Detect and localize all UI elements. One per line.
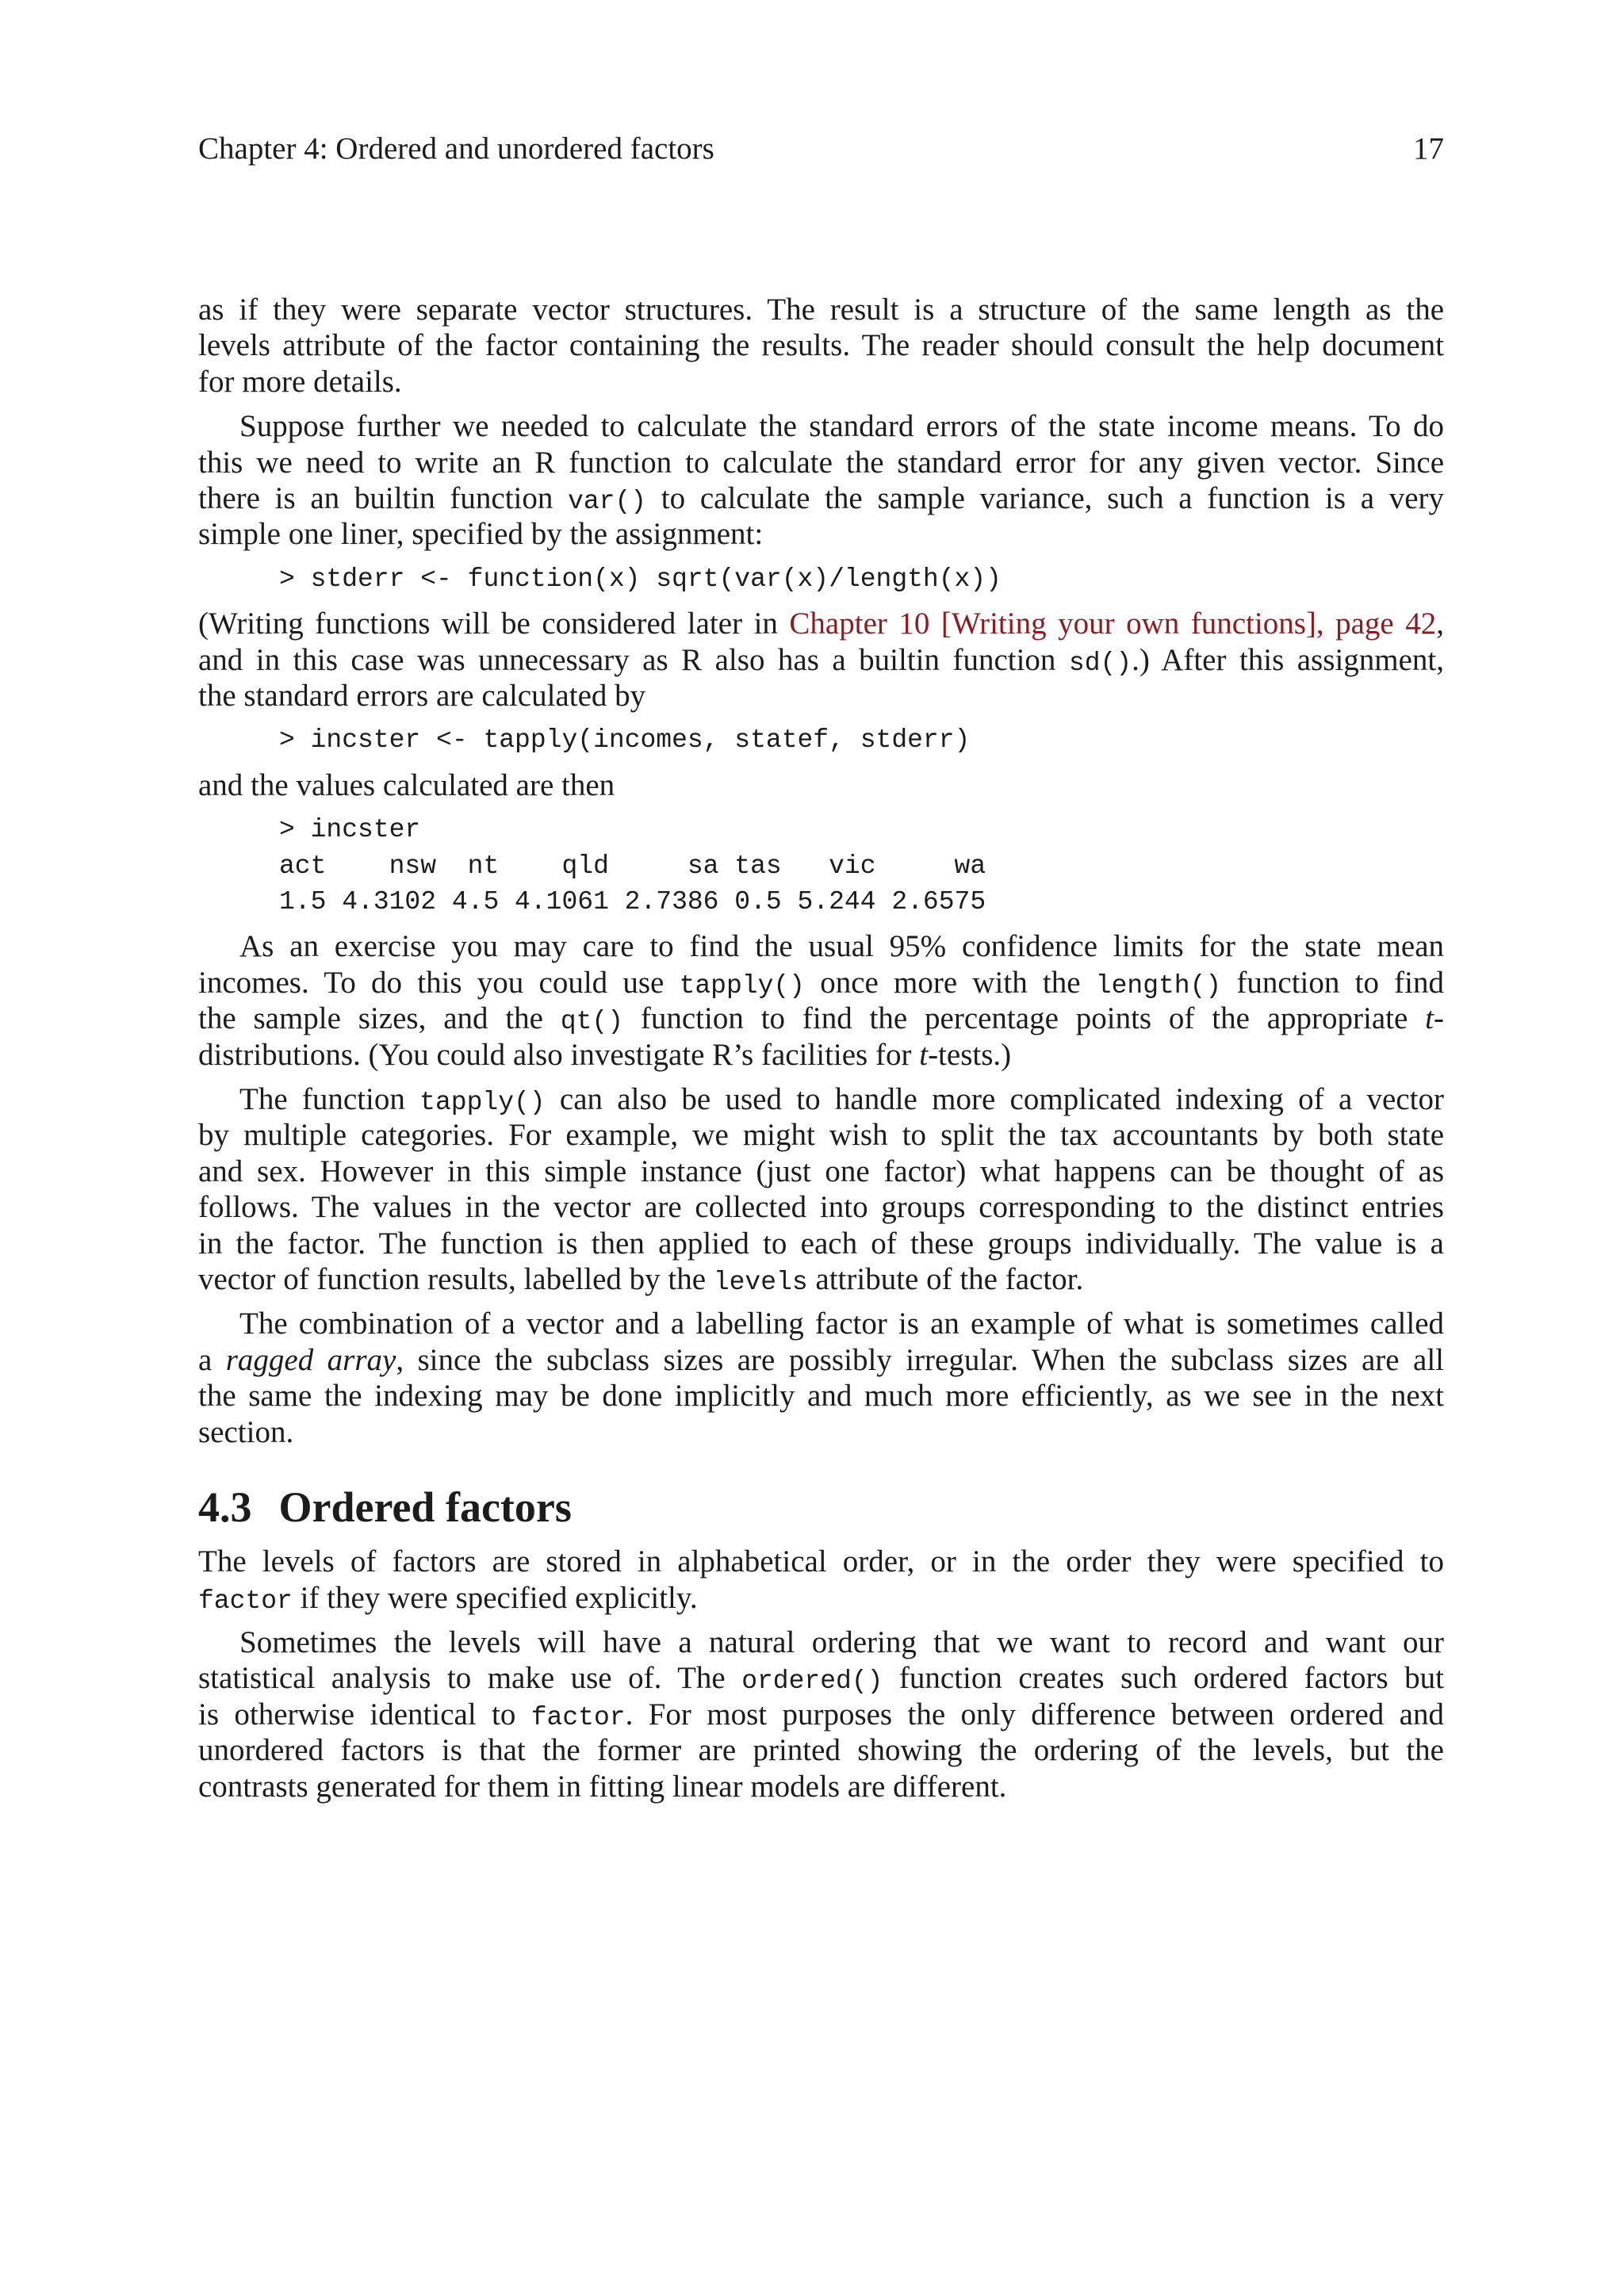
text-run: (Writing functions will be considered later in: [198, 607, 790, 641]
text-line: [198, 1154, 1444, 1189]
inline-code: qt(): [560, 1007, 624, 1037]
text-line: [198, 364, 1444, 400]
inline-code: var(): [568, 487, 647, 517]
paragraph: [198, 1544, 1444, 1616]
text-run: incomes. To do this you could use: [198, 965, 680, 1000]
running-head-title: Chapter 4: Ordered and unordered factors: [198, 132, 714, 166]
text-line: [198, 445, 1444, 480]
inline-code: length(): [1095, 970, 1222, 1001]
text-run: , since the subclass sizes are possibly irregular. When the subclass sizes are all: [396, 1342, 1444, 1377]
paragraph: [198, 1306, 1444, 1450]
text-line: [198, 606, 1444, 641]
text-run: and in this case was unnecessary as R also has a builtin function: [198, 642, 1069, 677]
text-run: is otherwise identical to: [198, 1697, 531, 1732]
text-run: statistical analysis to make use of. The: [198, 1661, 742, 1696]
text-run: -tests.): [928, 1037, 1012, 1072]
text-run: follows. The values in the vector are collected into groups corresponding to the distinct entries: [198, 1190, 1444, 1225]
text-run: The function: [239, 1082, 420, 1117]
inline-code: tapply(): [419, 1088, 546, 1118]
text-run: distributions. (You could also investigate R’s facilities for: [198, 1037, 920, 1072]
text-run: can also be used to handle more complicated indexing of a vector: [545, 1082, 1444, 1117]
paragraph: [198, 928, 1444, 1073]
code-example: [198, 561, 1444, 597]
code-line: act nsw nt qld sa tas vic wa: [279, 851, 986, 881]
inline-code: levels: [713, 1268, 808, 1298]
text-run: the same the indexing may be done implicitly and much more efficiently, as we see in the next: [198, 1379, 1444, 1414]
text-line: [198, 1001, 1444, 1036]
paragraph: [198, 1624, 1444, 1804]
emphasis: ragged array: [225, 1342, 396, 1377]
text-run: if they were specified explicitly.: [292, 1580, 698, 1615]
text-line: [198, 1544, 1444, 1579]
text-line: [198, 1226, 1444, 1261]
text-line: [198, 408, 1444, 444]
text-run: a: [198, 1342, 226, 1377]
paragraph: [198, 606, 1444, 714]
text-run: function creates such ordered factors but: [883, 1661, 1445, 1696]
text-line: [198, 1378, 1444, 1414]
text-line: [198, 1081, 1444, 1117]
inline-code: factor: [198, 1586, 293, 1616]
code-line: > stderr <- function(x) sqrt(var(x)/length(x)): [279, 564, 1002, 594]
text-run: attribute of the factor.: [807, 1262, 1084, 1297]
text-line: [198, 480, 1444, 516]
text-run: Sometimes the levels will have a natural ordering that we want to record and want our: [239, 1624, 1444, 1659]
text-line: [198, 928, 1444, 964]
text-line: [198, 1306, 1444, 1341]
code-example: [198, 722, 1444, 758]
text-run: for more details.: [198, 364, 402, 399]
text-line: [198, 1117, 1444, 1153]
text-run: unordered factors is that the former are printed showing the ordering of the levels, but the: [198, 1733, 1444, 1768]
text-run: there is an builtin function: [198, 481, 569, 516]
text-run: levels attribute of the factor containing the results. The reader should consult the help document: [198, 328, 1444, 363]
code-line: > incster: [279, 815, 421, 845]
page-body: [198, 292, 1444, 1804]
cross-reference-link[interactable]: Chapter 10 [Writing your own functions], page 42: [789, 607, 1437, 641]
section-heading: [198, 1482, 1444, 1533]
text-run: to calculate the sample variance, such a function is a very: [646, 481, 1444, 516]
text-run: function to find the percentage points of the appropriate: [623, 1001, 1426, 1036]
text-line: [198, 1037, 1444, 1073]
text-run: vector of function results, labelled by the: [198, 1262, 714, 1297]
paragraph: [198, 408, 1444, 553]
text-line: [198, 1189, 1444, 1225]
text-run: simple one liner, specified by the assignment:: [198, 517, 764, 552]
section-number: 4.3: [198, 1483, 252, 1532]
emphasis: t: [919, 1037, 929, 1072]
inline-code: factor: [530, 1702, 626, 1732]
text-line: [198, 292, 1444, 327]
page-number: 17: [1413, 132, 1444, 166]
text-run: function to find: [1221, 965, 1444, 1000]
text-line: [198, 1769, 1444, 1804]
running-header: [198, 131, 1444, 166]
text-run: The combination of a vector and a labelling factor is an example of what is sometimes called: [239, 1307, 1444, 1341]
text-line: [198, 1414, 1444, 1450]
text-run: as if they were separate vector structures. The result is a structure of the same length as the: [198, 293, 1444, 327]
text-run: in the factor. The function is then applied to each of these groups individually. The value is a: [198, 1226, 1444, 1261]
paragraph: [198, 767, 1444, 803]
text-run: The levels of factors are stored in alphabetical order, or in the order they were specified to: [198, 1544, 1444, 1579]
text-line: [198, 1732, 1444, 1768]
paragraph: [198, 1081, 1444, 1297]
text-line: [198, 642, 1444, 678]
text-line: [198, 965, 1444, 1001]
text-run: and the values calculated are then: [198, 767, 615, 802]
text-line: [198, 1624, 1444, 1660]
text-run: by multiple categories. For example, we might wish to split the tax accountants by both state: [198, 1118, 1444, 1153]
text-run: the standard errors are calculated by: [198, 679, 646, 714]
text-run: and sex. However in this simple instance (just one factor) what happens can be thought of as: [198, 1154, 1444, 1188]
text-line: [198, 1580, 1444, 1616]
inline-code: tapply(): [679, 970, 805, 1001]
text-run: contrasts generated for them in fitting linear models are different.: [198, 1769, 1007, 1804]
text-run: -: [1434, 1001, 1444, 1036]
text-line: [198, 1342, 1444, 1378]
text-line: [198, 1261, 1444, 1297]
text-run: once more with the: [805, 965, 1096, 1000]
text-line: [198, 1697, 1444, 1732]
code-example: [198, 812, 1444, 920]
text-line: [198, 327, 1444, 363]
text-run: section.: [198, 1414, 294, 1449]
text-line: [198, 516, 1444, 552]
emphasis: t: [1425, 1001, 1434, 1036]
text-run: the sample sizes, and the: [198, 1001, 561, 1036]
inline-code: ordered(): [741, 1667, 883, 1697]
inline-code: sd(): [1068, 648, 1132, 678]
text-run: As an exercise you may care to find the usual 95% confidence limits for the state mean: [239, 929, 1444, 964]
text-line: [198, 767, 1444, 803]
text-run: .) After this assignment,: [1132, 642, 1445, 677]
text-run: . For most purposes the only difference between ordered and: [625, 1697, 1444, 1732]
paragraph: [198, 292, 1444, 400]
code-line: > incster <- tapply(incomes, statef, stderr): [279, 725, 971, 756]
text-run: this we need to write an R function to calculate the standard error for any given vector. Since: [198, 445, 1444, 480]
text-run: Suppose further we needed to calculate the standard errors of the state income means. To do: [239, 409, 1444, 444]
text-line: [198, 1660, 1444, 1696]
text-line: [198, 678, 1444, 714]
section-title: Ordered factors: [278, 1483, 572, 1532]
text-run: ,: [1436, 607, 1444, 641]
code-line: 1.5 4.3102 4.5 4.1061 2.7386 0.5 5.244 2.6575: [279, 887, 986, 917]
